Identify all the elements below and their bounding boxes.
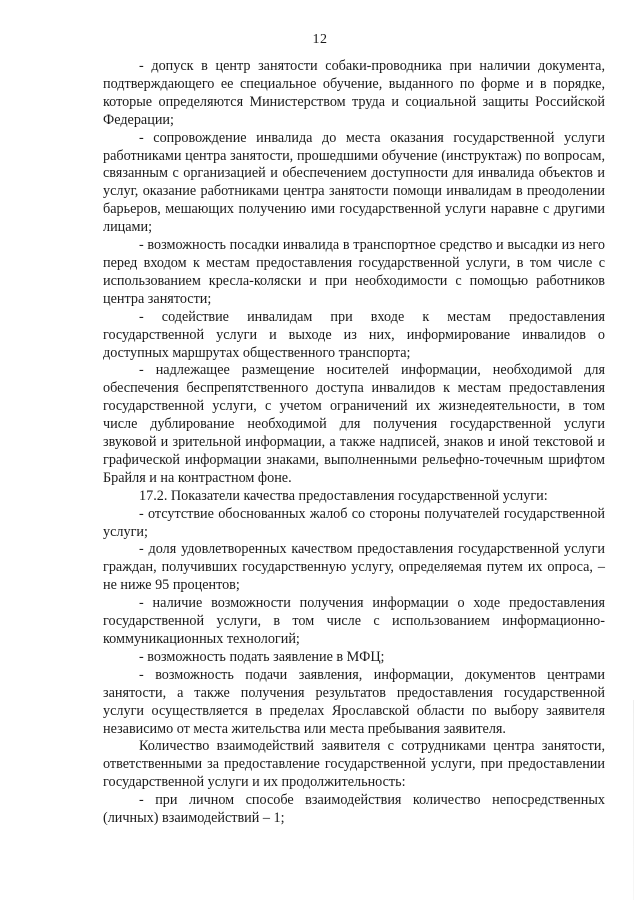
page-number: 12 — [312, 32, 328, 47]
paragraph-transport: - возможность посадки инвалида в транспортное средство и высадки из него перед входом к местам предоставления государственной услуги, в том числе с использованием кресла-коляски и при необходимости с помощью работников центра занятости; — [103, 237, 605, 307]
paragraph-no-complaints: - отсутствие обоснованных жалоб со стороны получателей государственной услуги; — [103, 505, 605, 540]
paragraph-mfc: - возможность подать заявление в МФЦ; — [139, 648, 385, 665]
paragraph-escort: - сопровождение инвалида до места оказания государственной услуги работниками центра занятости, прошедшими обучение (инструктаж) по вопросам, связанным с организацией и обеспечением доступности для инвалида объектов и услуг, оказание работниками центра занятости помощи инвалидам в преодолении барьеров, мешающих получению ими государственной услуги наравне с другими лицами; — [103, 129, 605, 236]
paragraph-progress-info: - наличие возможности получения информации о ходе предоставления государственной услуги, в том числе с использованием информационно-коммуникационных технологий; — [103, 595, 605, 647]
paragraph-satisfaction-share: - доля удовлетворенных качеством предоставления государственной услуги граждан, получивших государственную услугу, определяемая путем их опроса, – не ниже 95 процентов; — [103, 541, 605, 594]
paragraph-interactions-count: Количество взаимодействий заявителя с сотрудниками центра занятости, ответственными за предоставление государственной услуги, при предоставлении государственной услуги и их продолжительность: — [103, 738, 605, 791]
section-heading-17-2: 17.2. Показатели качества предоставления государственной услуги: — [139, 487, 548, 504]
scan-edge-mark — [633, 700, 634, 900]
paragraph-entry-assistance: - содействие инвалидам при входе к местам предоставления государственной услуги и выходе из них, информирование инвалидов о доступных маршрутах общественного транспорта; — [103, 308, 605, 361]
paragraph-guide-dog: - допуск в центр занятости собаки-проводника при наличии документа, подтверждающего ее специальное обучение, выданного по форме и в порядке, которые определяются Министерством труда и социальной защиты Российской Федерации; — [103, 58, 605, 128]
paragraph-extraterritorial: - возможность подачи заявления, информации, документов центрами занятости, а также получения результатов предоставления государственной услуги осуществляется в пределах Ярославской области по выбору заявителя независимо от места жительства или места пребывания заявителя. — [103, 666, 605, 737]
paragraph-information-placement: - надлежащее размещение носителей информации, необходимой для обеспечения беспрепятственного доступа инвалидов к местам предоставления государственной услуги, с учетом ограничений их жизнедеятельности, в том числе дублирование необходимой для получения государственной услуги звуковой и зрительной информации, а также надписей, знаков и иной текстовой и графической информации знаками, выполненными рельефно-точечным шрифтом Брайля и на контрастном фоне. — [103, 362, 605, 486]
document-body — [103, 58, 605, 828]
paragraph-personal-interaction: - при личном способе взаимодействия количество непосредственных (личных) взаимодействий – 1; — [103, 792, 605, 827]
